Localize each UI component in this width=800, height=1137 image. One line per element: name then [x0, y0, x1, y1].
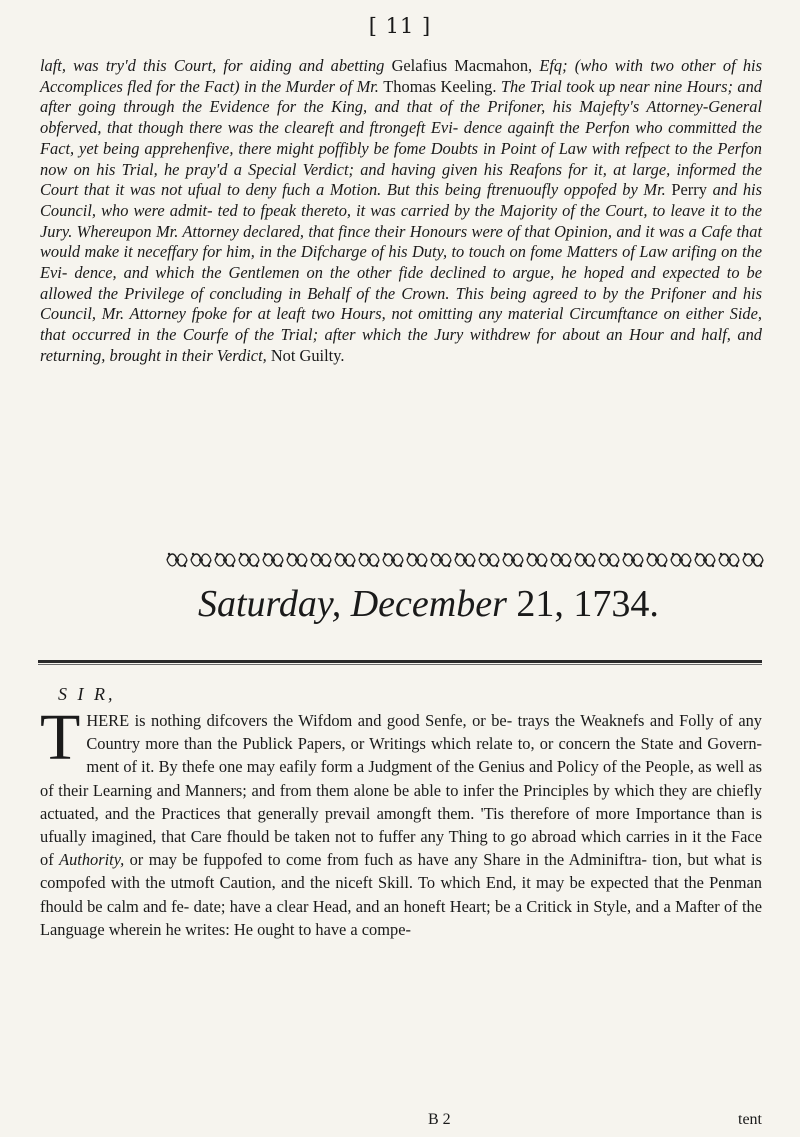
- report-text: expected to be allowed the Privilege of concluding in Behalf of the Crown. This: [40, 263, 762, 303]
- report-line: [137, 325, 664, 344]
- letter-text: Policy of the People, as well as of their Learning and Manners; and from: [40, 757, 762, 800]
- letter-text: and the Practices that generally prevail amongft them. 'Tis therefore of: [105, 803, 590, 823]
- report-text: and his Council, who were admit-: [40, 180, 762, 220]
- report-text: dence, and which the Gentlemen on the other fide declined to argue, he hoped and: [74, 263, 656, 283]
- report-text: The Trial took up near nine Hours; and after going: [40, 76, 762, 117]
- dateline: [198, 582, 798, 626]
- letter-text: them alone be able to infer the Principles by which they are chiefly actuated,: [40, 780, 762, 823]
- report-text: dence againft the Perfon who committed the Fact, yet being apprehenfive, there: [40, 118, 762, 158]
- report-text: being agreed to by the Prifoner and his Council, Mr. Attorney fpoke for at leaft: [40, 283, 762, 324]
- trial-report-paragraph: [40, 56, 762, 367]
- letter-text: may be fuppofed to come from fuch as have any Share in the Adminiftra-: [148, 850, 647, 870]
- dateline-day: Saturday,: [198, 583, 342, 625]
- letter-line: [298, 734, 762, 753]
- report-text: Thomas Keeling.: [383, 76, 497, 96]
- section-rule-thin: [38, 664, 762, 665]
- report-text: of that Opinion, and it was a Cafe that would make it neceffary for him, in the: [40, 221, 762, 262]
- report-text: might poffibly be fome Doubts in Point of Law with refpect to the Perfon now: [40, 138, 762, 179]
- letter-text: Authority,: [59, 850, 125, 870]
- letter-text: a Mafter of the Language wherein he writes: He ought to have a compe-: [40, 896, 762, 939]
- report-line: [218, 201, 737, 220]
- report-text: Not Guilty.: [270, 345, 345, 365]
- report-text: through the Evidence for the King, and that of the Prifoner, his Majefty's: [123, 97, 640, 117]
- letter-text: more Importance than is ufually imagined, that Care fhould be taken not to: [40, 803, 762, 847]
- letter-line: [194, 897, 660, 916]
- report-text: Difcharge of his Duty, to touch on fome Matters of Law arifing on the Evi-: [40, 242, 762, 283]
- report-text: Efq;: [532, 56, 568, 75]
- report-line: [40, 56, 568, 75]
- letter-text: or: [124, 850, 144, 870]
- catchword: tent: [738, 1111, 762, 1128]
- report-text: and half, and returning, brought in their Verdict,: [40, 325, 762, 365]
- letter-line: [149, 850, 647, 869]
- report-text: Attorney-General obferved, that though there was the cleareft and ftrongeft Evi-: [40, 97, 762, 138]
- dateline-date: 21,: [516, 583, 564, 625]
- page-number: [ 11 ]: [368, 14, 432, 38]
- report-text: this being ftrenuoufly oppofed by Mr.: [415, 180, 672, 200]
- letter-text: tion, but what is compofed with the utmoft Caution, and the niceft Skill.: [40, 850, 762, 893]
- letter-line: [86, 711, 512, 730]
- dateline-year: 1734.: [573, 583, 659, 625]
- report-line: [74, 160, 607, 179]
- letter-body: [40, 701, 762, 941]
- letter-line: [105, 804, 589, 823]
- section-rule: [38, 660, 762, 663]
- signature-mark: B 2: [428, 1111, 451, 1128]
- letter-text: ment of it. By thefe one may eafily form a Judgment of the Genius and: [86, 757, 553, 777]
- report-text: Mr.: [356, 76, 384, 96]
- report-text: (who with two other of his Accomplices fled for the Fact) in the Murder of: [40, 56, 762, 96]
- letter-line: [86, 757, 552, 776]
- letter-text: To which End, it may be expected that the Penman fhould be calm and fe-: [40, 873, 762, 916]
- report-text: ted to fpeak thereto, it was carried by the Majority of the Court, to leave it to: [217, 200, 737, 220]
- printer-ornament-band: [165, 550, 765, 570]
- report-text: at large, informed the Court that it was not ufual to deny fuch a Motion. But: [40, 159, 762, 200]
- report-text: two Hours, not omitting any material Circumftance on either Side, that occurred: [40, 304, 762, 345]
- report-text: laft, was try'd this Court, for aiding and abetting: [40, 56, 392, 75]
- report-line: [123, 97, 639, 116]
- letter-text: trays the Weaknefs and Folly of any Country more than the Publick: [86, 711, 762, 754]
- letter-text: Papers, or Writings which relate to, or concern the State and Govern-: [297, 734, 762, 754]
- letter-text: fuffer any Thing to go abroad which carries in it the Face of: [40, 827, 762, 870]
- letter-text: date; have a clear Head, and an honeft Heart; be a Critick in Style, and: [193, 896, 660, 916]
- dateline-month: December: [350, 583, 507, 625]
- report-text: Perry: [671, 180, 707, 200]
- drop-cap: T: [40, 701, 81, 774]
- report-text: in the Courfe of the Trial; after which the Jury withdrew for about an Hour: [137, 325, 664, 345]
- report-line: [74, 263, 655, 282]
- report-text: on his Trial, he pray'd a Special Verdict; and having given his Reafons for it,: [73, 159, 607, 179]
- report-text: Gelafius Macmahon,: [391, 56, 533, 75]
- letter-text: HERE is nothing difcovers the Wifdom and good Senfe, or be-: [86, 711, 513, 730]
- letter-salutation: S I R,: [58, 684, 116, 704]
- report-text: the Jury. Whereupon Mr. Attorney declared, that fince their Honours were: [40, 200, 762, 241]
